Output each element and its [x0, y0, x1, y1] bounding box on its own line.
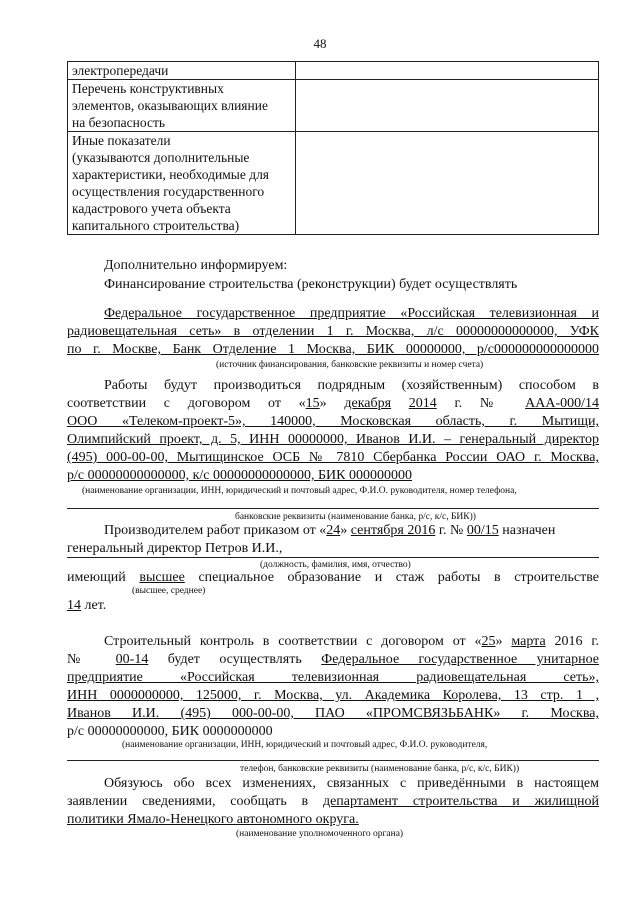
row-label-structural-elements	[68, 80, 296, 132]
producer-caption: (должность, фамилия, имя, отчество)	[260, 560, 411, 570]
financing-caption: (источник финансирования, банковские реквизиты и номер счета)	[216, 360, 484, 370]
cell-line: (указываются дополнительные	[72, 150, 250, 165]
works-caption: (наименование организации, ИНН, юридический и почтовый адрес, Ф.И.О. руководителя, номер телефона,	[82, 486, 517, 496]
financing-line: по г. Москве, Банк Отделение 1 Москва, БИК 00000000, р/с000000000000000	[67, 342, 599, 357]
table-row	[68, 80, 599, 132]
cell-line: капитального строительства)	[72, 218, 240, 233]
cell-line: Иные показатели	[72, 133, 171, 148]
control-line: Иванов И.И. (495) 000-00-00, ПАО «ПРОМСВЯЗЬБАНК» г. Москва,	[67, 706, 599, 721]
education-caption: (высшее, среднее)	[132, 586, 206, 596]
financing-heading: Финансирование строительства (реконструкции) будет осуществлять	[104, 277, 518, 292]
row-value	[296, 132, 599, 235]
control-line: № 00-14 будет осуществлять Федеральное государственное унитарное	[67, 652, 599, 667]
financing-line: радиовещательная сеть» в отделении 1 г. Москва, л/с 00000000000000, УФК	[67, 324, 599, 339]
producer-education-line: имеющий высшее специальное образование и стаж работы в строительстве	[67, 570, 600, 585]
blank-line	[67, 508, 599, 509]
intro-text: Дополнительно информируем:	[104, 258, 288, 273]
blank-line	[67, 760, 599, 761]
row-value	[296, 62, 599, 80]
control-line: ИНН 0000000000, 125000, г. Москва, ул. Академика Королева, 13 стр. 1 ,	[67, 688, 599, 703]
control-line: р/с 00000000000, БИК 0000000000	[67, 724, 273, 739]
experience-line: 14 лет.	[67, 598, 107, 613]
works-contract-line: соответствии с договором от «15» декабря 2014 г. № ААА-000/14	[67, 396, 599, 411]
producer-line: генеральный директор Петров И.И.,	[67, 541, 283, 556]
works-line: (495) 000-00-00, Мытищинское ОСБ № 7810 Сбербанка России ОАО г. Москва,	[67, 450, 599, 465]
works-line: Олимпийский проект, д. 5, ИНН 00000000, Иванов И.И. – генеральный директор	[67, 432, 599, 447]
cell-line: осуществления государственного	[72, 184, 265, 199]
row-label-other-indicators	[68, 132, 296, 235]
table-row	[68, 62, 599, 80]
cell-line: кадастрового учета объекта	[72, 201, 231, 216]
obligation-line: Обязуюсь обо всех изменениях, связанных с приведёнными в настоящем	[104, 776, 599, 791]
control-caption: телефон, банковские реквизиты (наименование банка, р/с, к/с, БИК))	[240, 764, 520, 774]
works-caption: банковские реквизиты (наименование банка, р/с, к/с, БИК))	[235, 512, 476, 522]
control-caption: (наименование организации, ИНН, юридический и почтовый адрес, Ф.И.О. руководителя,	[122, 740, 488, 750]
obligation-line: политики Ямало-Ненецкого автономного округа.	[67, 812, 359, 827]
row-value	[296, 80, 599, 132]
table-row	[68, 132, 599, 235]
control-line: предприятие «Российская телевизионная радиовещательная сеть»,	[67, 670, 599, 685]
characteristics-table	[67, 61, 599, 235]
cell-line: элементов, оказывающих влияние	[72, 98, 268, 113]
works-line: Работы будут производиться подрядным (хозяйственным) способом в	[104, 378, 599, 393]
cell-line: на безопасность	[72, 115, 166, 130]
cell-line: характеристики, необходимые для	[72, 167, 270, 182]
works-line: р/с 00000000000000, к/с 00000000000000, БИК 000000000	[67, 468, 412, 483]
works-line: ООО «Телеком-проект-5», 140000, Московская область, г. Мытищи,	[67, 414, 599, 429]
page-number: 48	[313, 36, 327, 51]
cell-line: Перечень конструктивных	[72, 81, 224, 96]
obligation-line: заявлении сведениями, сообщать в департамент строительства и жилищной	[67, 794, 599, 809]
blank-line	[67, 557, 599, 558]
row-label-power-lines: электропередачи	[68, 62, 296, 80]
obligation-caption: (наименование уполномоченного органа)	[236, 829, 404, 839]
control-line: Строительный контроль в соответствии с договором от «25» марта 2016 г.	[104, 634, 600, 649]
financing-line: Федеральное государственное предприятие «Российская телевизионная и	[104, 306, 599, 321]
producer-line: Производителем работ приказом от «24» сентября 2016 г. № 00/15 назначен	[104, 523, 556, 538]
